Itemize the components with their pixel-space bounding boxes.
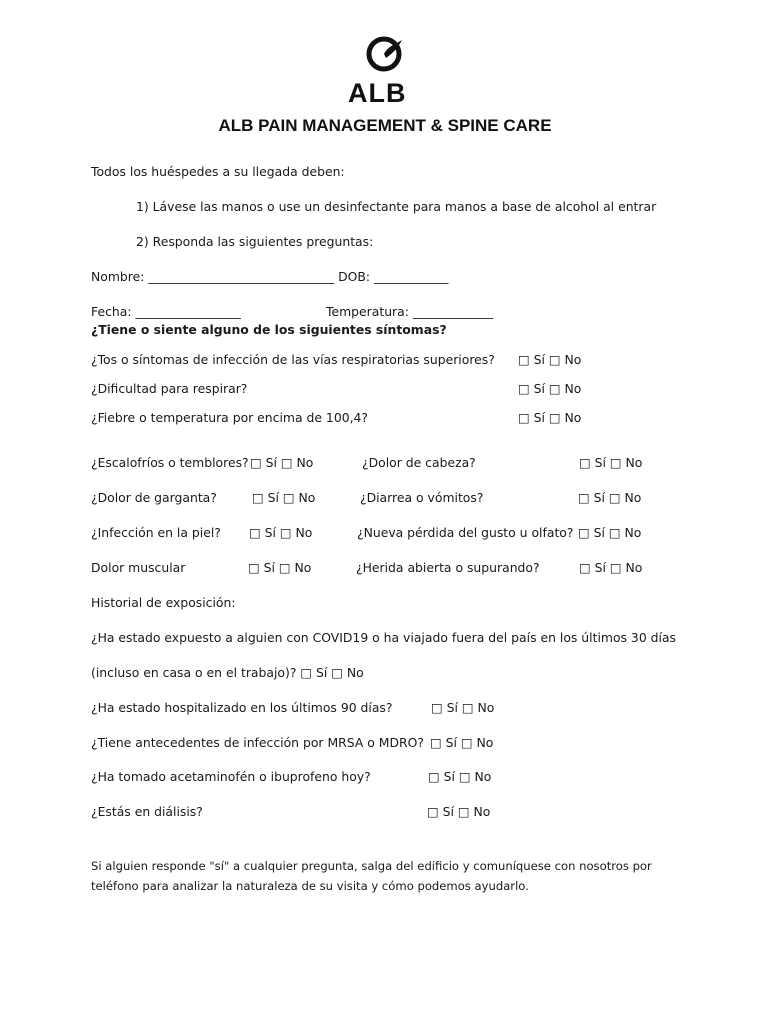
- name-dob-field[interactable]: Nombre: ______________________________ DOB: ____________: [91, 269, 449, 284]
- question-dialysis: ¿Estás en diálisis?: [91, 804, 203, 819]
- checkbox-muscle-pain[interactable]: □ Sí □ No: [248, 560, 312, 575]
- checkbox-mrsa[interactable]: □ Sí □ No: [430, 735, 494, 750]
- exposure-heading: Historial de exposición:: [91, 595, 236, 610]
- checkbox-breathing[interactable]: □ Sí □ No: [518, 381, 582, 396]
- checkbox-dialysis[interactable]: □ Sí □ No: [427, 804, 491, 819]
- question-chills: ¿Escalofríos o temblores?: [91, 455, 249, 470]
- question-diarrhea: ¿Diarrea o vómitos?: [360, 490, 484, 505]
- footer-line-2: teléfono para analizar la naturaleza de su visita y cómo podemos ayudarlo.: [91, 879, 529, 893]
- question-covid-exposure-cont: (incluso en casa o en el trabajo)? □ Sí □ No: [91, 665, 364, 680]
- page-title: ALB PAIN MANAGEMENT & SPINE CARE: [218, 116, 552, 135]
- checkbox-covid-exposure[interactable]: □ Sí □ No: [300, 665, 364, 680]
- checkbox-headache[interactable]: □ Sí □ No: [579, 455, 643, 470]
- logo-text: ALB: [348, 78, 407, 108]
- question-open-wound: ¿Herida abierta o supurando?: [356, 560, 540, 575]
- question-hospitalized: ¿Ha estado hospitalizado en los últimos 90 días?: [91, 700, 393, 715]
- checkbox-diarrhea[interactable]: □ Sí □ No: [578, 490, 642, 505]
- symptoms-heading: ¿Tiene o siente alguno de los siguientes síntomas?: [91, 322, 447, 337]
- question-medication: ¿Ha tomado acetaminofén o ibuprofeno hoy?: [91, 769, 371, 784]
- footer-note: [91, 856, 652, 896]
- checkbox-sore-throat[interactable]: □ Sí □ No: [252, 490, 316, 505]
- checkbox-hospitalized[interactable]: □ Sí □ No: [431, 700, 495, 715]
- temperature-field[interactable]: Temperatura: _____________: [326, 304, 494, 319]
- checkbox-cough[interactable]: □ Sí □ No: [518, 352, 582, 367]
- question-cough: ¿Tos o síntomas de infección de las vías respiratorias superiores?: [91, 352, 495, 367]
- intro-step-1: 1) Lávese las manos o use un desinfectante para manos a base de alcohol al entrar: [136, 199, 657, 214]
- question-mrsa: ¿Tiene antecedentes de infección por MRSA o MDRO?: [91, 735, 424, 750]
- footer-line-1: Si alguien responde "sí" a cualquier pregunta, salga del edificio y comuníquese con nosotros por: [91, 859, 652, 873]
- checkbox-fever[interactable]: □ Sí □ No: [518, 410, 582, 425]
- question-breathing: ¿Dificultad para respirar?: [91, 381, 248, 396]
- checkbox-taste-smell[interactable]: □ Sí □ No: [578, 525, 642, 540]
- question-muscle-pain: Dolor muscular: [91, 560, 186, 575]
- question-fever: ¿Fiebre o temperatura por encima de 100,4?: [91, 410, 368, 425]
- alb-logo-icon: [364, 34, 404, 74]
- question-headache: ¿Dolor de cabeza?: [362, 455, 476, 470]
- checkbox-chills[interactable]: □ Sí □ No: [250, 455, 314, 470]
- question-covid-exposure: ¿Ha estado expuesto a alguien con COVID19 o ha viajado fuera del país en los últimos 30 días: [91, 630, 676, 645]
- checkbox-open-wound[interactable]: □ Sí □ No: [579, 560, 643, 575]
- question-skin-infection: ¿Infección en la piel?: [91, 525, 221, 540]
- checkbox-medication[interactable]: □ Sí □ No: [428, 769, 492, 784]
- intro-step-2: 2) Responda las siguientes preguntas:: [136, 234, 374, 249]
- question-sore-throat: ¿Dolor de garganta?: [91, 490, 217, 505]
- question-taste-smell: ¿Nueva pérdida del gusto u olfato?: [357, 525, 574, 540]
- intro-lead: Todos los huéspedes a su llegada deben:: [91, 164, 345, 179]
- checkbox-skin-infection[interactable]: □ Sí □ No: [249, 525, 313, 540]
- date-field[interactable]: Fecha: _________________: [91, 304, 241, 319]
